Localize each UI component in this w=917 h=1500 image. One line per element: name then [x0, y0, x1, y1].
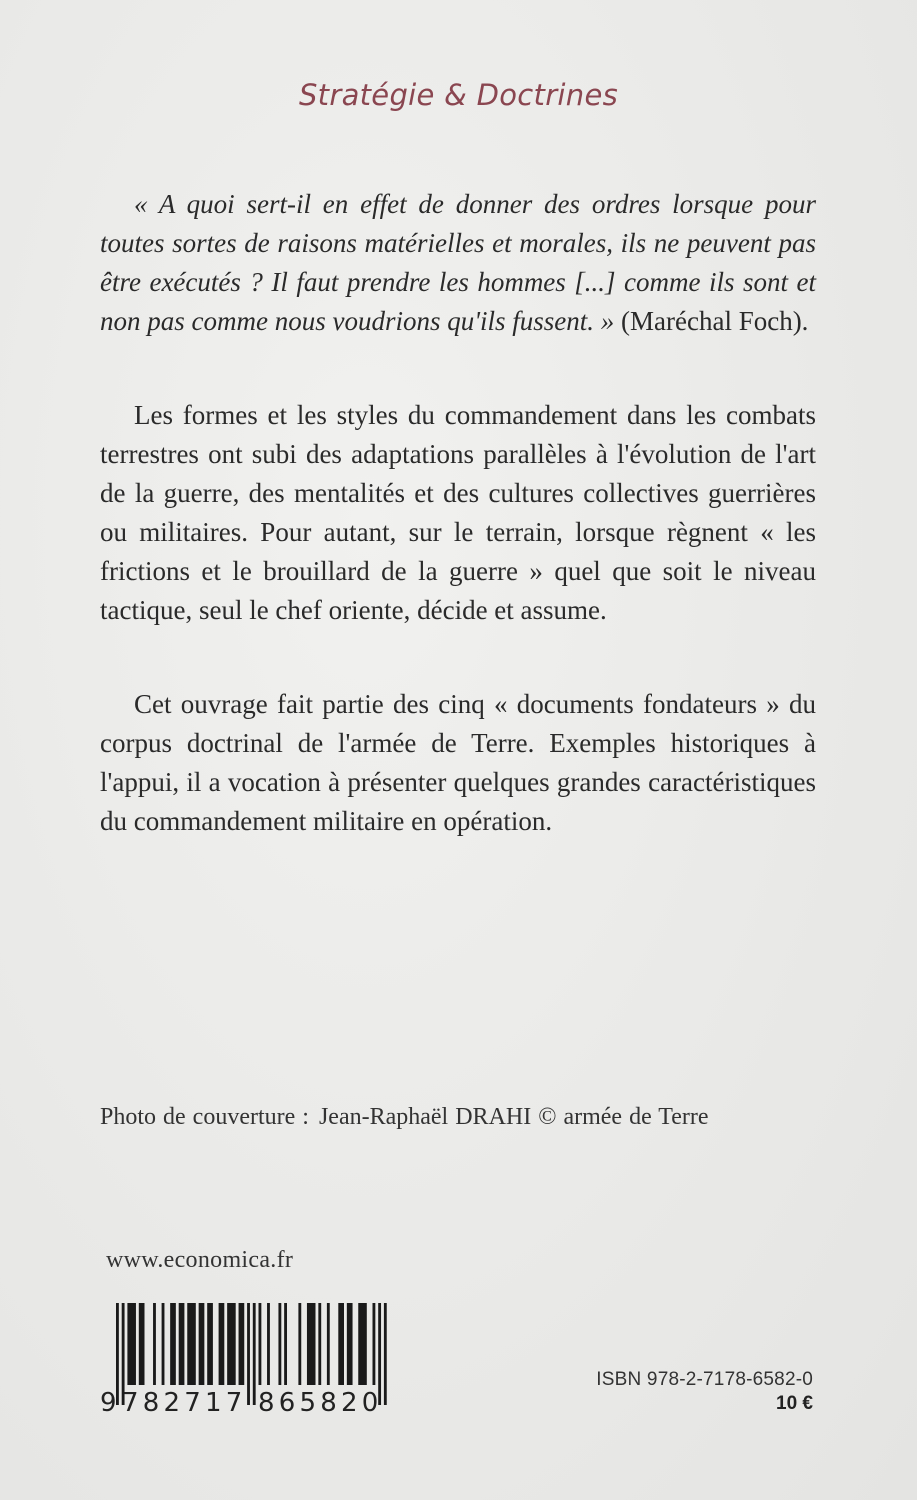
photo-credit-value: Jean-Raphaël DRAHI © armée de Terre	[318, 1104, 709, 1130]
barcode-bar	[127, 1303, 136, 1385]
description-paragraph-1: Les formes et les styles du commandement dans les combats terrestres ont subi des adaptations parallèles à l'évolution de l'art de la guerre, des mentalités et des cultures collectives guerrières ou militaires. Pour autant, sur le terrain, lorsque règnent « les frictions et le brouillard de la guerre » quel que soit le niveau tactique, seul le chef oriente, décide et assume.	[100, 400, 816, 625]
series-title: Stratégie & Doctrines	[298, 78, 619, 112]
barcode-bar	[227, 1303, 236, 1385]
photo-credit	[100, 1104, 709, 1131]
barcode-bar	[253, 1303, 256, 1405]
barcode-bar	[373, 1303, 376, 1385]
barcode-bar	[179, 1303, 185, 1385]
barcode-bar	[298, 1303, 301, 1385]
price: 10 €	[776, 1393, 813, 1414]
quote-paragraph	[100, 185, 816, 341]
barcode-left-group: 782717	[122, 1388, 247, 1418]
isbn: ISBN 978-2-7178-6582-0	[596, 1369, 813, 1390]
foch-quote: « A quoi sert-il en effet de donner des ordres lorsque pour toutes sortes de raisons matérielles et morales, ils ne peuvent pas être exécutés ? Il faut prendre les hommes [...] comme ils sont et non pas comme nous voudrions qu'ils fussent. »	[100, 189, 816, 336]
barcode-first-digit: 9	[100, 1388, 117, 1418]
barcode-bar	[358, 1303, 367, 1385]
barcode-bar	[284, 1303, 287, 1385]
barcode-bar	[139, 1303, 145, 1385]
barcode-bar	[259, 1303, 262, 1385]
barcode-bar	[318, 1303, 321, 1385]
description-paragraph-2: Cet ouvrage fait partie des cinq « documents fondateurs » du corpus doctrinal de l'armée de Terre. Exemples historiques à l'appui, il a vocation à présenter quelques grandes caractéristiques du commandement militaire en opération.	[100, 689, 816, 836]
barcode-bar	[327, 1303, 330, 1385]
barcode-bar	[267, 1303, 270, 1385]
barcode-bar	[170, 1303, 176, 1385]
barcode-bar	[207, 1303, 213, 1385]
barcode-bar	[278, 1303, 281, 1385]
barcode-bar	[247, 1303, 250, 1405]
barcode-bar	[219, 1303, 225, 1385]
barcode-bar	[338, 1303, 344, 1385]
barcode-bar	[199, 1303, 205, 1385]
quote-attribution: (Maréchal Foch).	[614, 306, 809, 336]
barcode-bar	[153, 1303, 156, 1385]
barcode-bar	[239, 1303, 245, 1385]
barcode-bar	[162, 1303, 165, 1385]
barcode-bar	[307, 1303, 316, 1385]
barcode-right-group: 865820	[258, 1388, 383, 1418]
photo-credit-label: Photo de couverture :	[100, 1104, 309, 1130]
barcode-bar	[187, 1303, 196, 1385]
barcode-bar	[384, 1303, 387, 1405]
barcode-bar	[347, 1303, 353, 1385]
publisher-website: www.economica.fr	[106, 1247, 294, 1273]
